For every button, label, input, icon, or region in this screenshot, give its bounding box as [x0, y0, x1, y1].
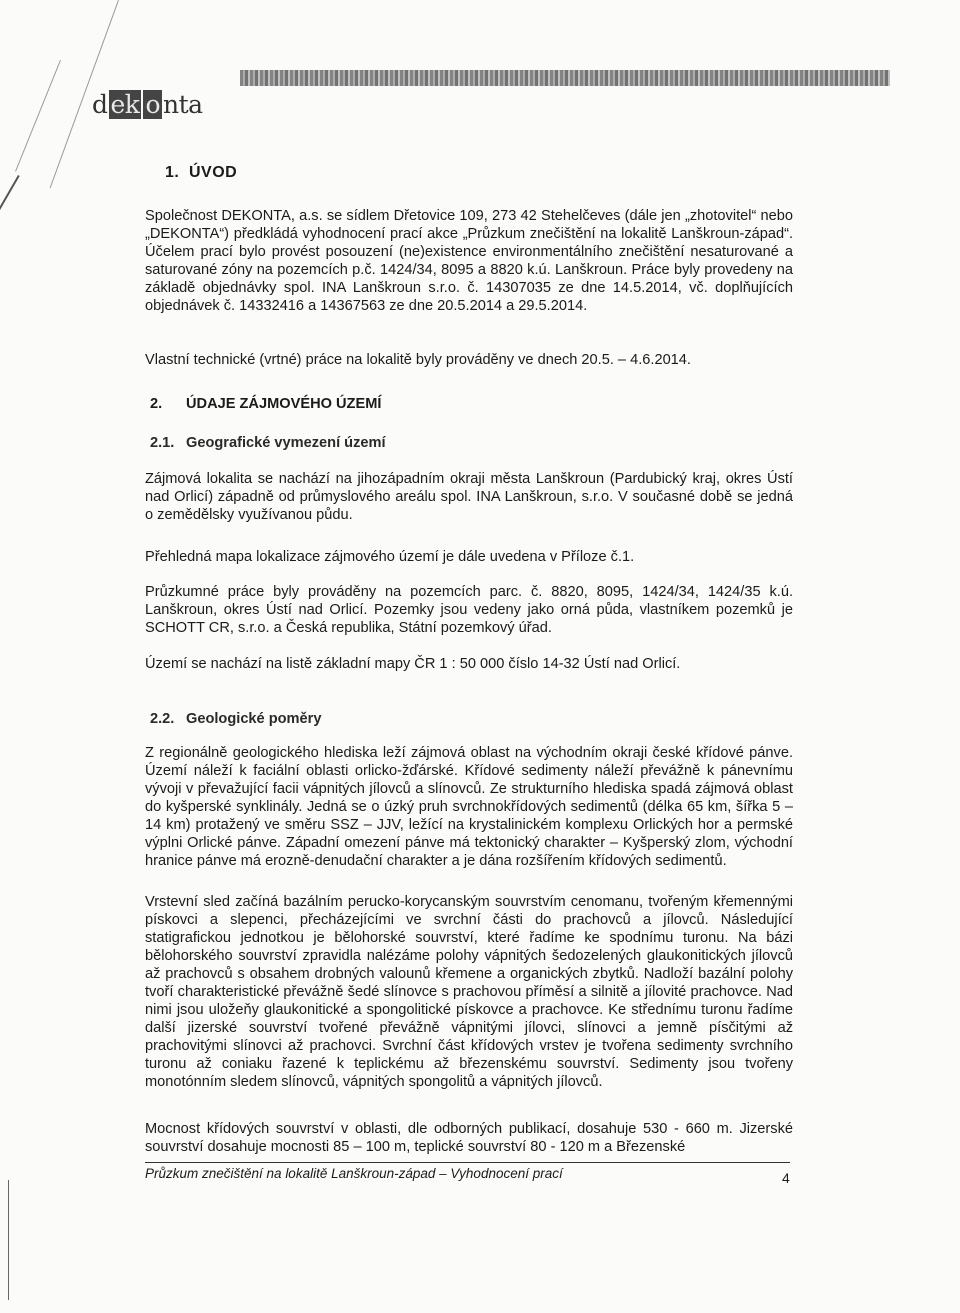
section-title: ÚVOD — [189, 164, 238, 181]
scan-artifact-line — [0, 175, 20, 211]
section-title: ÚDAJE ZÁJMOVÉHO ÚZEMÍ — [186, 396, 382, 412]
section-2-2-heading — [150, 711, 321, 727]
section-2-1-heading — [150, 435, 386, 451]
paragraph: Vrstevní sled začíná bazálním perucko-korycanským souvrstvím cenomanu, tvořeným křemennými pískovci a slepenci, přecházejícími ve svrchní části do prachovců a jílovců. Následující statigrafickou jednotkou je bělohorské souvrství, které řadíme ke spodnímu turonu. Na bázi bělohorského souvrství zpravidla nalézáme polohy vápnitých šedozelených glaukonitických jílovců až prachovců s obsahem drobných valounů křemene a organických zbytků. Nadloží bazální polohy tvoří charakteristické převážně šedé slínovce s prachovou příměsí a silnitě a jílovité prachovce. Nad nimi jsou uložeňy glaukonitické a spongolitické pískovce a prachovce. Ke střednímu turonu řadíme další jizerské souvrství tvořené převážně vápnitými jílovci, slínovci a jemně písčitými až prachovitými slínovci až prachovci. Svrchní část křídových vrstev je tvořena sedimenty svrchního turonu až coniaku řazené k teplickému až březenskému souvrství. Sedimenty jsou tvořeny monotónním sledem slínovců, vápnitých spongolitů a vápnitých jílovců. — [145, 894, 793, 1090]
dekonta-logo — [92, 86, 203, 122]
paragraph: Přehledná mapa lokalizace zájmového území je dále uvedena v Příloze č.1. — [145, 549, 635, 565]
section-1-heading — [165, 164, 237, 182]
section-number: 2.2. — [150, 711, 175, 727]
paragraph: Zájmová lokalita se nachází na jihozápadním okraji města Lanškroun (Pardubický kraj, okres Ústí nad Orlicí) západně od průmyslového areálu spol. INA Lanškroun, s.r.o. V současné době se jedná o zemědělsky využívanou půdu. — [145, 471, 793, 523]
section-number: 1. — [165, 164, 180, 181]
section-2-heading — [150, 396, 381, 412]
footer-title: Průzkum znečištění na lokalitě Lanškroun-západ – Vyhodnocení prací — [145, 1166, 563, 1181]
scan-artifact-line — [15, 60, 61, 172]
logo-text: d ek o nta — [92, 89, 203, 119]
section-title: Geologické poměry — [186, 711, 322, 727]
header-bar — [240, 70, 890, 86]
intro-paragraph-2: Vlastní technické (vrtné) práce na lokalitě byly prováděny ve dnech 20.5. – 4.6.2014. — [145, 352, 691, 368]
paragraph: Z regionálně geologického hlediska leží zájmová oblast na východním okraji české křídové pánve. Území náleží k faciální oblasti orlicko-žďárské. Křídové sedimenty náleží převážně k pánevnímu vývoji v převažující facii vápnitých jílovců a slínovců. Ze strukturního hlediska spadá zájmová oblast do kyšperské synklinály. Jedná se o úzký pruh svrchnokřídových sedimentů (délka 65 km, šířka 5 – 14 km) protažený ve směru SSZ – JJV, ležící na krystalinickém komplexu Orlických hor a permské výplni Orlické pánve. Západní omezení pánve má tektonický charakter – Kyšperský zlom, východní hranice pánve má erozně-denudační charakter a je dána rozšířením křídových sedimentů. — [145, 745, 793, 869]
footer-rule — [145, 1162, 790, 1163]
paragraph: Mocnost křídových souvrství v oblasti, dle odborných publikací, dosahuje 530 - 660 m. Jizerské souvrství dosahuje mocnosti 85 – 100 m, teplické souvrství 80 - 120 m a Březenské — [145, 1121, 793, 1155]
page-number: 4 — [782, 1170, 790, 1186]
section-number: 2. — [150, 396, 163, 412]
section-number: 2.1. — [150, 435, 175, 451]
paragraph: Území se nachází na listě základní mapy ČR 1 : 50 000 číslo 14-32 Ústí nad Orlicí. — [145, 656, 681, 672]
intro-paragraph: Společnost DEKONTA, a.s. se sídlem Dřetovice 109, 273 42 Stehelčeves (dále jen „zhotovitel“ nebo „DEKONTA“) předkládá vyhodnocení prací akce „Průzkum znečištění na lokalitě Lanškroun-západ“. Účelem prací bylo provést posouzení (ne)existence environmentálního znečištění nesaturované a saturované zóny na pozemcích p.č. 1424/34, 8095 a 8820 k.ú. Lanškroun. Práce byly provedeny na základě objednávky spol. INA Lanškroun s.r.o. č. 14307035 ze dne 14.5.2014, vč. doplňujících objednávek č. 14332416 a 14367563 ze dne 20.5.2014 a 29.5.2014. — [145, 208, 793, 314]
paragraph: Průzkumné práce byly prováděny na pozemcích parc. č. 8820, 8095, 1424/34, 1424/35 k.ú. Lanškroun, okres Ústí nad Orlicí. Pozemky jsou vedeny jako orná půda, vlastníkem pozemků je SCHOTT CR, s.r.o. a Česká republika, Státní pozemkový úřad. — [145, 584, 793, 636]
section-title: Geografické vymezení území — [186, 435, 386, 451]
scan-artifact-line — [8, 1180, 9, 1300]
